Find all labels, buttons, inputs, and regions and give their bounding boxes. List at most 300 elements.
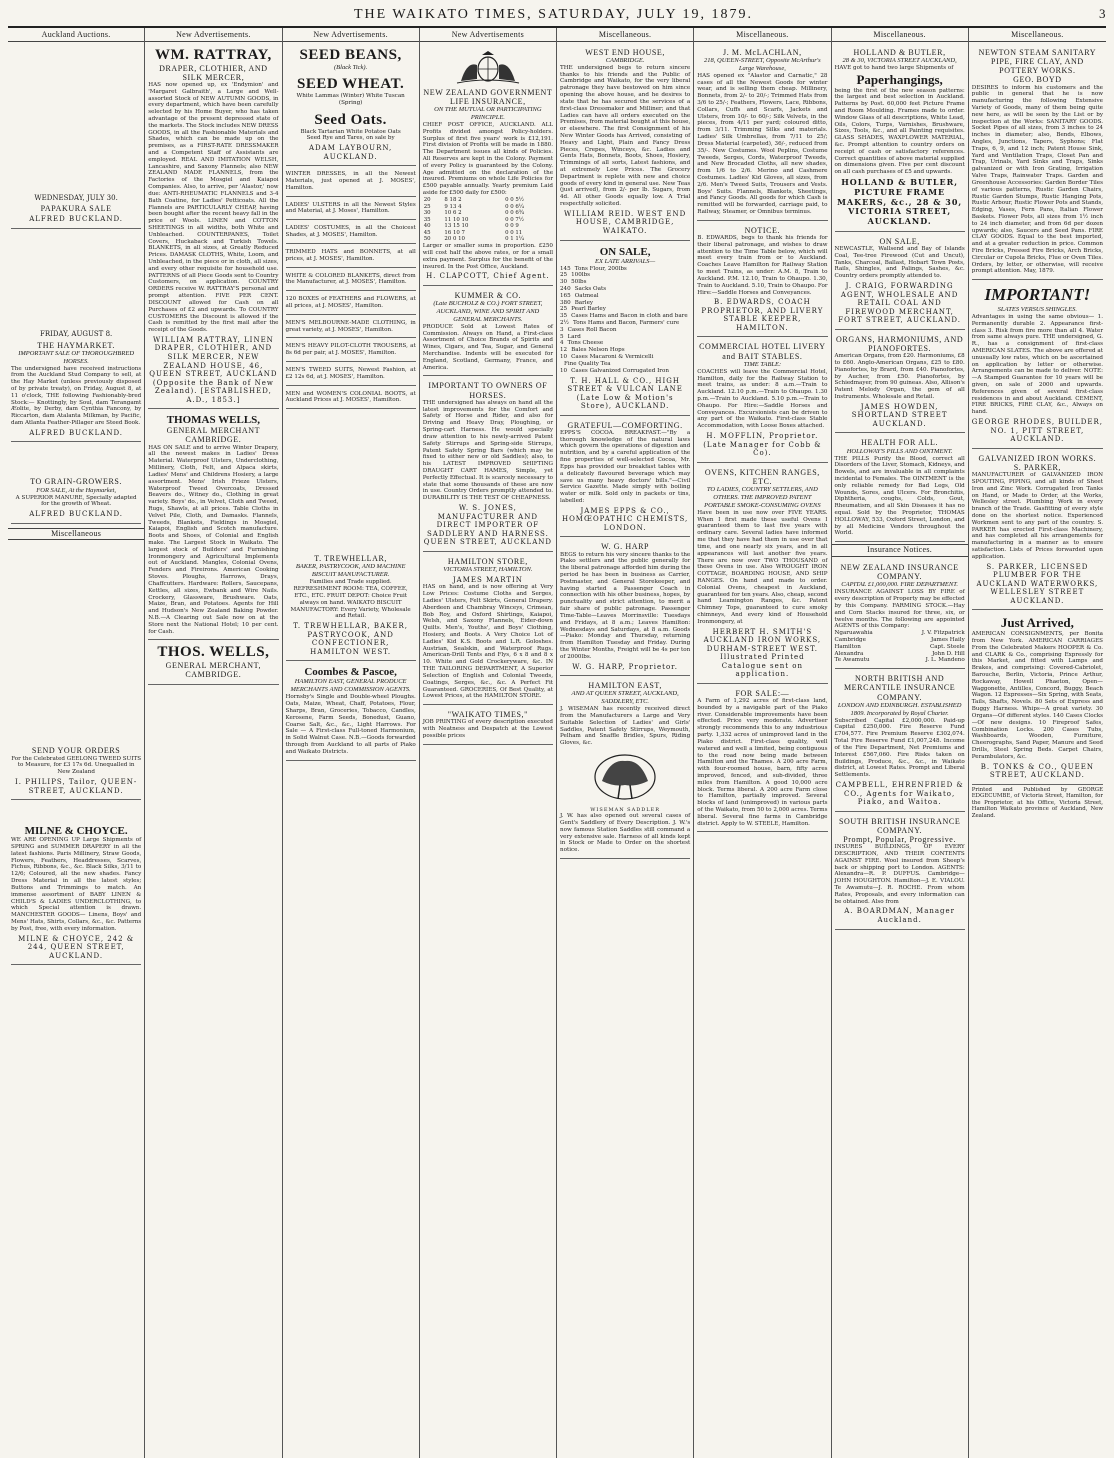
ad-epps-cocoa (560, 418, 690, 538)
column-7 (832, 28, 969, 1458)
ad-body: BEGS to return his very sincere thanks to the Piako settlers and the public generally for the liberal patronage afforded him during the period he has been in business as Carrier, Postmaster, and General Storekeeper, and having started a Passenger Coach in connection with his other business, hopes, by punctuality and strict attention, to merit a fair share of public patronage. Passenger Time-Table—Leaves Morrinsville: Tuesdays and Fridays, at 8 a.m.; Leaves Hamilton: Wednesdays and Saturdays, at 8 a.m. Goods—Piako: Monday and Thursday, returning from Hamilton Tuesday and Friday. During the Winter Months, Freight will be 4s per ton of 2000lbs. (560, 551, 691, 660)
ad-body: CHIEF POST OFFICE, AUCKLAND. ALL Profits divided amongst Policy-holders. Surplus of first five years' work is £12,191. First division of Profits will be made in 1880. The Department issues all kinds of Policies. All Reserves are kept in the Colony. Payment of every Policy is guaranteed by the Colony. Age admitted on the declaration of the insured. Premiums on whole Life Policies for £500 payable annually. Yearly premium Laid aside for £500 daily for £500: (422, 121, 553, 197)
ad-signature: HOLLAND & BUTLER, PICTURE FRAME MAKERS, &c., 28 & 30, VICTORIA STREET, AUCKLAND. (837, 177, 963, 227)
premium-cell: 25 (423, 203, 431, 210)
item-desc: Cases Macaroni & Vermicelli (571, 354, 654, 361)
column-header: New Advertisements (420, 30, 556, 42)
ad-signature: CAMPBELL, EHRENFRIED & CO., Agents for Waikato, Piako, and Waitoa. (835, 780, 964, 807)
premium-table (423, 197, 553, 243)
list-item (560, 272, 690, 279)
item-qty: 2½ (560, 320, 569, 327)
ad-body: J. WISEMAN has recently received direct from the Manufacturers a Large and Very Suitable Selection of Ladies' and Girls' Saddles, Patent Safety Stirrups, Weymouth, Pelham and Snaffle Bridles, Spurs, Riding Gloves, &c. (560, 706, 691, 747)
list-item (560, 361, 690, 368)
ad-subtitle: TIME TABLE: (743, 360, 782, 368)
list-item (560, 354, 690, 361)
ad-subtitle: HAMILTON EAST, GENERAL PRODUCE MERCHANTS AND COMMISSION AGENTS. (290, 678, 411, 694)
ad-body: LADIES' COSTUMES, in all the Choicest Shades, at J. MOSES', Hamilton. (285, 225, 416, 239)
list-item (560, 327, 690, 334)
column-header: Miscellaneous. (832, 30, 968, 42)
item-desc: Pearl Barley (571, 306, 606, 313)
ad-moses-9 (286, 364, 416, 386)
ad-signature: ALFRED BUCKLAND. (29, 510, 124, 519)
ad-holloway (835, 435, 965, 542)
ad-body: LADIES' ULSTERS in all the Newest Styles and Material, at J. Moses', Hamilton. (285, 201, 416, 215)
list-item (560, 320, 690, 327)
ad-subtitle: LONDON AND EDINBURGH. ESTABLISHED 1809. Incorporated by Royal Charter. (837, 701, 962, 717)
ad-haymarket (11, 321, 141, 442)
agent-row (835, 637, 965, 644)
ad-subtitle: VICTORIA STREET, HAMILTON. (443, 565, 533, 573)
ad-body: INSURANCE AGAINST LOSS BY FIRE of every description of Property may be effected by this Company. FARMING STOCK.—Hay and Corn Stacks insured for three, six, or twelve months. The following are appointed AGENTS of this Company: (834, 589, 965, 630)
premium-cell: 45 (423, 229, 431, 236)
ad-title: HOLLAND & BUTLER, (853, 47, 946, 57)
agent-town: Alexandra (834, 650, 864, 657)
ad-title: T. TREWHELLAR, (314, 554, 387, 564)
ad-body-2: being the first of the new season patterns: the largest and best selection in Auckland. Patterns by Post. 60,000 feet Picture Frame and Room Moulding. Frames made to order. Window Glass of all descriptions, White Lead, Oils, Colors, Turps, Varnishes, Brushware, Sizes, Tools, &c., and all Painting requisites. GLASS SHADES, WAXFLOWER MATERIAL, &c. Prompt attention to country orders on receipt of cash or satisfactory references. Correct quantities of above material supplied on dimensions given. Five per cent discount on all cash purchases of £5 and upwards. (834, 87, 965, 176)
item-desc: 100lbs (571, 272, 591, 279)
item-desc: Barley (574, 299, 594, 306)
ad-body: Advantages in using the same obvious— 1. Permanently durable 2. Appearance first-class 3. Risk from fire more than all 4. Water from same always pure. THE undersigned, G. R., has a consignment of first-class AMERICAN SLATES. The above are offered at unusually low rates, which on be ascertained on application by letter or otherwise. Arrangements can be made to deliver. NOTE:—A Stamped Guarantee for 10 years will be given, on sale of 2000 and upwards. References given of several first-class residences in and about Auckland. CEMENT, FIRE BRICKS, FIRE CLAY, &c., Always on hand. (971, 313, 1103, 416)
ad-body: HAS now opened up, ex 'Endymion' and 'Margaret Galbraith', a Large and Well-assorted Stock of NEW AUTUMN GOODS, in every department, which have been carefully selected by his Home Buyer, who has taken advantage of the present depressed state of the markets. The Stock includes NEW DRESS GOODS, in all the Fashionable Materials and Shades, which can be made up on the premises, as a FIRST-RATE DRESSMAKER and a Competent Staff of Assistants are employed. REAL AND IMITATION WELSH, Lancashire, and Saxony Flannels; also NEW ZEALAND MADE FLANNELS, from the Factories of the Mosgiel and Kaiapoi Companies. Also, to arrive, per 'Alastor,' now due: ANTI-RHEUMATIC FLANNELS and 3-4 Bath Coatine, for Ladies' Petticoats. All the Flannels are PARTICULARLY CHEAP, having been bought after the recent heavy fall in the price of Wools. LINEN and COTTON SHEETINGS in all widths, both White and Unbleached. COUNTERPANES, Toilet Covers, Huckaback and Turkish Towels. BLANKETS, in all sizes, at Greatly Reduced Prices. DAMASK CLOTHS, White, Loom, and Unbleached, in the piece or in cloth, all sizes, and every other requisite for household use. PATTERNS of all Piece Goods sent to Country Customers, on application. COUNTRY ORDERS receive W. RATTRAY'S personal and prompt attention. FIVE PER CENT. DISCOUNT allowed for Cash on all Purchases of £2 and upwards. To COUNTRY CUSTOMERS the Discount is allowed if the Cash is remitted by the first mail after the receipt of the Goods. (148, 81, 279, 334)
ad-signature: B. TONKS & CO., QUEEN STREET, AUCKLAND. (980, 762, 1094, 780)
ad-milne-choyce (11, 822, 141, 965)
premium-cell: 13 15 10 (444, 223, 469, 230)
printer-imprint: Printed and Published by GEORGE EDGECUMBE, of Victoria Street, Hamilton, for the Proprietor, at his Office, Victoria Street, Hamilton Waikato province of Auckland, New Zealand. (971, 786, 1103, 820)
list-item (560, 286, 690, 293)
item-qty: 25 (560, 272, 568, 279)
premium-row (423, 204, 553, 211)
ad-subtitle: 28 & 30, VICTORIA STREET AUCKLAND, (842, 56, 957, 64)
ad-title: TO GRAIN-GROWERS. (30, 477, 123, 487)
ad-craig (835, 234, 965, 330)
list-item (560, 313, 690, 320)
ad-slates (972, 282, 1103, 448)
ad-signature: H. CLAPCOTT, Chief Agent. (426, 272, 550, 281)
item-desc: Cases Hams and Bacon in cloth and bare (571, 313, 688, 320)
ad-title: IMPORTANT TO OWNERS OF HORSES. (428, 381, 548, 400)
list-item (560, 368, 690, 375)
ad-title: SEND YOUR ORDERS (31, 746, 121, 756)
ad-title: KUMMER & CO. (454, 290, 522, 300)
ad-subtitle: (Late BUCHOLZ & CO.) FORT STREET, AUCKLAND, WINE AND SPIRIT AND GENERAL MERCHANTS. (433, 300, 543, 323)
premium-cell: 30 (423, 210, 431, 217)
ad-subtitle: HOLLOWAY'S PILLS AND OINTMENT. (846, 447, 953, 455)
ad-moses-5 (286, 270, 416, 292)
premium-row (423, 230, 553, 237)
ad-nz-insurance (835, 560, 965, 669)
ad-body: 120 BOXES of FEATHERS and FLOWERS, at all prices, at J. MOSES', Hamilton. (285, 296, 416, 309)
column-header: Miscellaneous. (694, 30, 830, 42)
ad-body: Have been in use now over FIVE YEARS. When I first made these useful Ovens I guaranteed them to last five years with ordinary care. Several ladies have informed me that they have had them in use over that time, and one nearly six years, and in all appearances will last another five years. There are now over TWO THOUSAND of these Ovens in use. Also WROUGHT IRON COTTAGE, BOARDING HOUSE, AND SHIP RANGES. On hand and made to order. Colonial Ovens, cheapest in Auckland, guaranteed for ten years. Also, cheap, second hand Leamington Ranges, &c. Patent Chimney Tops, guaranteed to cure smoky chimneys, And every kind of Household Ironmongery, at (697, 509, 828, 625)
agents-list (835, 630, 965, 664)
saddle-label: WISEMAN SADDLER (590, 807, 660, 813)
ad-waikato-times (423, 707, 553, 745)
premium-cell: 0 1 1¼ (505, 236, 525, 243)
ad-signature: W. G. HARP, Proprietor. (572, 662, 678, 671)
masthead-title: THE WAIKATO TIMES, SATURDAY, JULY 19, 1879. (353, 7, 754, 22)
ad-title: THOS. WELLS, (157, 644, 270, 661)
ad-title: HAMILTON EAST, (588, 681, 662, 691)
ad-body-2: Larger or smaller sums in proportion. £250 will cost half the above rates, or for a small extra payment. Surplus for the benefit of the insured. In the Post Office, Auckland. (422, 243, 553, 270)
section-header: Insurance Notices. (832, 544, 968, 557)
ad-subtitle: TO LADIES, COUNTRY SETTLERS, AND OTHERS. THE IMPROVED PATENT PORTABLE SMOKE-CONSUMING OVENS (704, 486, 821, 509)
ad-title: FOR SALE:— (735, 688, 790, 698)
ad-subtitle: DRAPER, CLOTHIER, AND SILK MERCER, (159, 63, 268, 82)
ad-title: W. G. HARP (601, 542, 650, 552)
premium-row (423, 217, 553, 224)
item-qty: 3 (560, 326, 564, 333)
ad-title: WEST END HOUSE, (585, 47, 665, 57)
ad-signature: GEORGE RHODES, BUILDER, NO. 1, PITT STREET, AUCKLAND. (971, 418, 1103, 444)
ad-date: WEDNESDAY, JULY 30. (34, 193, 118, 202)
ad-title: ON SALE, (879, 236, 920, 246)
agent-name: J. V. Fitzpatrick (921, 630, 965, 637)
ad-body: MEN'S MELBOURNE-MADE CLOTHING, in great variety, at J. MOSES', Hamilton. (285, 319, 416, 333)
item-qty: 12 (560, 347, 568, 354)
item-qty: 4 (560, 340, 564, 347)
premium-cell: 9 13 4 (444, 203, 462, 210)
ad-body: JOB PRINTING of every description executed with Neatness and Despatch at the Lowest possible prices (422, 719, 553, 739)
ad-body: NEWCASTLE, Wallsend and Bay of Islands Coal, Tee-tree Firewood (Cut and Uncut), Tanks, Charcoal, Ballast, Hobart Town Posts, Rails, Shingles, and Palings, Sashes, &c. Country orders promptly attended to. (834, 246, 965, 280)
ad-title: OVENS, KITCHEN RANGES, ETC. (704, 467, 820, 486)
ad-signature: JAMES MARTIN (452, 575, 523, 584)
ad-subtitle: EX LATE ARRIVALS— (595, 257, 656, 265)
item-desc: Tons Cheese (567, 340, 604, 347)
ad-signature: H. MOFFLIN, Proprietor. (Late Manager for Cobb & Co). (703, 432, 822, 458)
premium-cell: 0 0 6¾ (505, 210, 525, 217)
ad-body: THE undersigned has always on hand all the latest improvements for the Comfort and Safety of Horse and Rider, and also for Driving and Heavy Dray, Ploughing, or Spring-cart Harness. He would specially draw attention to his newly-arrived Patent Safety Stirrups and Spring-side Stirrups, Patent Safety Spring Bars (which may be fixed to either new or old Saddles); also, to his LATEST IMPROVED SHIFTING DRAUGHT CART HAMES, Simple, yet Perfectly Effectual. It is scarcely necessary to state that some thousands of these are now in use. Country Orders promptly attended to. DURABILITY IS THE TEST OF CHEAPNESS. (422, 399, 553, 502)
ad-subtitle: FOR SALE, At the Haymarket, (36, 486, 116, 494)
ad-body: THE PILLS Purify the Blood, correct all Disorders of the Liver, Stomach, Kidneys, and Bowels, and are invaluable in all complaints incidental to Females. The OINTMENT is the only reliable remedy for Bad Legs, Old Wounds, Sores, and Ulcers. For Bronchitis, Diphtheria, coughs, Colds, Gout, Rheumatism, and all Skin Diseases it has no equal. Sold by the Proprietor, THOMAS HOLLOWAY, 533, Oxford Street, London, and by all Medicine Vendors throughout the World. (834, 455, 965, 537)
ad-title: ORGANS, HARMONIUMS, AND PIANOFORTES. (836, 334, 964, 353)
ad-signature: ALFRED BUCKLAND. (29, 215, 124, 224)
item-qty: 145 (560, 265, 571, 272)
premium-cell: 35 (423, 216, 431, 223)
ad-body: AMERICAN CONSIGNMENTS, per Bonita from New York. AMERICAN CARRIAGES From the Celebrated Makers HOOPER & Co. and CLARK & Co., comprising Expressly for this Market, and fitted with Lamps and Brakes, and comprising: Covered-Cabriolet, Barouche, Berlin, Victoria, Prince Arthur, Rockaway, Howell Phaeton, Open—Waggonette, Antilles, Concord, Buggy, Beach Wagon. 12 Expresses—Six Spring, with Seats, Tails, Shafts, Novels. 80 Sets of Express and Buggy Harness. Whips—A great variety. 30 Organs—Of different styles. 140 Cases Clocks—Of new designs. 10 Fireproof Safes, Combination Locks. 200 Cases Tubs, Washboards, Wooden, Furniture, Cheerographs, Sand Paper, Manure and Seed Drills, Steel Spring Beds. Carpet Chairs, Perambulators, &c. (971, 631, 1103, 760)
saddle-icon (560, 751, 690, 803)
premium-row (423, 210, 553, 217)
agent-town: Te Awamutu (834, 657, 870, 664)
premium-cell: 8 18 2 (444, 196, 462, 203)
list-item (560, 279, 690, 286)
ad-subtitle: 218, QUEEN-STREET, Opposite McArthur's Large Warehouse, (704, 56, 821, 72)
ad-subtitle: CAMBRIDGE. (605, 56, 645, 64)
agent-row (835, 630, 965, 637)
ad-title: NOTICE. (744, 225, 781, 235)
item-qty: 10 (560, 354, 568, 361)
ad-subtitle: SLATES VERSUS SHINGLES. (997, 305, 1078, 313)
ad-title: WM. RATTRAY, (155, 46, 272, 63)
ad-trewhellar (286, 551, 416, 661)
ad-title: HAMILTON STORE, (447, 556, 528, 566)
ad-signature: WILLIAM REID. WEST END HOUSE, CAMBRIDGE, WAIKATO. (563, 209, 687, 235)
ad-nz-gov-insurance (423, 45, 553, 286)
ad-title: MILNE & CHOYCE. (24, 825, 128, 838)
ad-title: IMPORTANT! (984, 285, 1091, 305)
ad-title: THOMAS WELLS, (166, 414, 261, 427)
ad-body: INSURES BUILDINGS, OF EVERY DESCRIPTION, AND THEIR CONTENTS AGAINST FIRE. Wool insured from Sheep's back or shipping port to London. AGENTS: Alexandra—R. P. DUFFUS. Cambridge—JOHN HOUGHTON. Hamilton—J. E. VIALOU. Te Awamutu—J. R. ROCHE. From whom Rates, Proposals, and every information can be obtained. Also from (834, 844, 965, 905)
ad-body: HAVE got to hand two large Shipments of (834, 64, 954, 71)
ad-body: American Organs, from £20. Harmoniums, £8 to £60. Anglo-American Organs, £25 to £80. Pianofortes, by Brard, from £40. Pianofortes, by Aucher, from £50. Pianofortes, by Schiedmayer, from 90 guineas. Also, Allison's Patent Melody Organ, the gem of all Instruments. Wholesale and Retail. (834, 353, 965, 400)
agent-name: John D. Hill (932, 650, 965, 657)
item-desc: Tons Hams and Bacon, Farmers' cure (572, 320, 680, 327)
ad-kummer (423, 288, 553, 377)
ad-body: A SUPERIOR MANURE, Specially adapted for the growth of Wheat. (15, 494, 137, 508)
ad-signature: B. EDWARDS, COACH PROPRIETOR, AND LIVERY STABLE KEEPER, HAMILTON. (701, 298, 824, 332)
ad-subtitle: AND AT QUEEN STREET, AUCKLAND, SADDLERY, ETC. (571, 690, 679, 706)
column-header: Auckland Auctions. (8, 30, 144, 42)
stock-list (560, 266, 690, 375)
item-desc: Fine Quality Tea (564, 360, 611, 367)
premium-cell: 0 0 5½ (505, 196, 525, 203)
ad-title: COMMERCIAL HOTEL LIVERY and BAIT STABLES. (699, 342, 826, 361)
ad-wiseman-saddlery (560, 678, 690, 859)
item-desc: Sacks Oats (574, 285, 607, 292)
ad-moses-7 (286, 317, 416, 339)
item-desc: Cases Galvanized Corrugated Iron (571, 367, 669, 374)
premium-cell: 0 0 6¼ (505, 203, 525, 210)
ad-signature: JAMES HOWDEN, SHORTLAND STREET AUCKLAND. (851, 402, 948, 428)
ad-title: "WAIKATO TIMES," (447, 710, 529, 720)
premium-cell: 11 10 10 (444, 216, 469, 223)
ad-south-british (835, 814, 965, 930)
premium-cell: 50 (423, 236, 431, 243)
premium-row (423, 197, 553, 204)
item-qty: 10 (560, 367, 568, 374)
ad-date: FRIDAY, AUGUST 8. (39, 330, 113, 338)
ad-signature: I. PHILIPS, Tailor, QUEEN-STREET, AUCKLAND. (14, 778, 138, 795)
ad-subtitle: CAPITAL £1,000,000. FIRE DEPARTMENT. (841, 581, 958, 589)
premium-cell: 20 0 10 (444, 236, 465, 243)
ad-subtitle: GENERAL MERCHANT CAMBRIDGE. (166, 426, 261, 445)
ad-title: HEALTH FOR ALL. (861, 438, 939, 448)
ad-body: Subscribed Capital £2,000,000. Paid-up Capital £250,000. Fire Reserve Fund £704,577. Fire Premium Reserve £302,074. Total Fire Reserve Fund £1,007,248. Income of the Fire Department, Net Premiums and Interest £567,060. Fire Risks taken on Buildings, Produce, &c., &c., in Waikato district, at Lowest Rates. Prompt and Liberal Settlements. (834, 717, 965, 779)
ad-title: THE HAYMARKET. (37, 340, 115, 350)
ad-moses-6 (286, 293, 416, 315)
ad-thomas-wells (148, 411, 278, 640)
item-desc: 50lbs (571, 279, 587, 286)
ad-body: For the Celebrated GEELONG TWEED SUITS to Measure, for £3 17s 6d. Unequalled in New Zealand (11, 755, 142, 776)
ad-signature: T. TREWHELLAR, BAKER, PASTRYCOOK, AND CONFECTIONER, HAMILTON WEST. (293, 622, 408, 656)
masthead (8, 6, 1106, 28)
ad-body: WE ARE OPENING UP Large Shipments of SPRING and SUMMER DRAPERY in all the latest fashions. Paris Millinery, Straw Goods, Flowers, Feathers, Headdresses, Scarves, Fichus, Ribbons, &c., &c. Black Silks, 3/11 to 12/6; Coloured, all the new shades. Fancy Dress Material in all the latest styles; Buttons and Trimmings to match. An immense assortment of BABY LINEN & CHILD'S & LADIES UNDERCLOTHING, to which Special attention is drawn. MANCHESTER GOODS— Linens, Boys' and Mens' Hats, Shirts, Collars, &c., &c. Patterns by Post, free, with every information. (11, 837, 142, 932)
ad-body: B. EDWARDS, begs to thank his friends for their liberal patronage, and wishes to draw attention to the Time Table below, which will meet every train from or to Auckland. Coaches Leave Hamilton for Railway Station to meet Trains, as under: A.M. 8, Train to Auckland. P.M. 12.10, Train to Ohaupo. 1.30, Train to Auckland. 5.10, Train to Ohaupo. For Hire:—Saddle Horses and Conveyances. (697, 235, 828, 296)
ad-body: MANUFACTURER of GALVANIZED IRON SPOUTING, PIPING, and all kinds of Sheet Iron and Zinc Work. Corrugated Iron Tanks on Hand, or Made to Order, at the Works, Wellesley street. Plumbing Work in every branch of the Trade. Gasfitting of every style done on the shortest notice. Experienced Workmen sent to any part of the country. S. PARKER has erected First-class Machinery, and has completed all his arrangements for manufacturing in a manner as to ensure satisfaction. Lists of Prices forwarded upon application. (971, 472, 1103, 560)
ad-signature: MILNE & CHOYCE, 242 & 244, QUEEN STREET, AUCKLAND. (18, 934, 135, 960)
item-desc: Oatmeal (574, 292, 599, 299)
ad-signature: WILLIAM RATTRAY, LINEN DRAPER, CLOTHIER, AND SILK MERCER, NEW ZEALAND HOUSE, 46, QUEEN STREET, AUCKLAND (Opposite the Bank of New Zealand). [ESTABLISHED, A.D., 1853.] (149, 335, 278, 404)
ad-edwards-notice (697, 223, 827, 338)
ad-grain-growers (11, 474, 141, 523)
ad-subtitle: IMPORTANT SALE OF THOROUGHBRED HORSES. (18, 349, 135, 365)
item-qty: 25 (560, 306, 568, 313)
ad-body: MEN and WOMEN'S COLONIAL BOOTS, at Auckland Prices at J. MOSES', Hamilton. (285, 390, 416, 404)
ad-title-3: Seed Oats. (314, 111, 387, 128)
item-qty: 5 (560, 333, 564, 340)
column-6 (694, 28, 831, 1458)
ad-body: EPPS'S COCOA. BREAKFAST.—"By a thorough knowledge of the natural laws which govern the operations of digestion and nutrition, and by a careful application of the fine properties of well-selected Cocoa, Mr. Epps has provided our breakfast tables with a delicately flavoured beverage which may save us many heavy doctors' bills."—Civil Service Gazette. Made simply with boiling water or milk. Sold only in packets or tins, labelled: (560, 429, 691, 504)
ad-title: SOUTH BRITISH INSURANCE COMPANY. (838, 816, 961, 835)
ad-body: HAS on hand, and is now offering at Very Low Prices: Costume Cloths and Serges, Ladies' Ulsters, Felt Skirts, General Drapery. Aberdeen and Chambray Winceys, Crimean, Bob Roy, and Oxford Shirtings, Kaiapoi, Welsh, and Saxony Flannels, Eider-down Quilts. Men's, Youths', and Boys' Clothing, Hosiery, and Boots. A Very Choice Lot of Ladies' Kid K.S. Boots and L.R. Goloshes. Austrian, Sealskin, and Waterproof Rugs. American-Drill Tents and Flys, 6 x 8 and 8 x 10. White and Gold Crockeryware, &c. IN THE TAILORING DEPARTMENT, A Superior Selection of English and Colonial Tweeds, Coatings, Serges, &c., &c. A Perfect Fit Guaranteed. GROCERIES, Of Best Quality, at Lowest Prices, at the HAMILTON STORE. (422, 584, 553, 700)
ad-body: HAS opened ex "Alastor and Carnatic," 28 cases of all the Newest Goods for winter wear, and is selling them cheap. Millinery, Bonnets, from 2/- to 20/-; Trimmed Hats from 3/6 to 25/-; Feathers, Flowers, Lace, Ribbons, Collars, Cuffs and Scarfs, Jackets and Ulsters, from 10/- to 60/-; Silk Velvets, in the pieces, from 4/11 per yard; coloured ditto, from 3/11. Trimming Silks and materials. Ladies' Silk Umbrellas, from 7/11 to 25/; Dress Material (carpeted), 36/-, reduced from 35/-. New Costumes. Wool Peplins, Costume Tweeds, Serges, Cords, Waterproof Tweeds, and New Brocaded Cloths, all new shades, from 1/6 to 2/6. Merino and Cashmere Costumes. Ladies' Kid Gloves, all sizes, from 2/6. Men's Tweed Suits, Trousers and Vests. Boys' Suits. Flannels, Blankets, Sheetings, and Fancy Goods. All goods for which Cash is remitted will be forwarded, carriage paid, to Railway, Steamer, or Omnibus terminus. (697, 72, 828, 216)
ad-howden-organs (835, 332, 965, 434)
ad-seeds (286, 45, 416, 166)
ad-title: NEW ZEALAND INSURANCE COMPANY. (840, 563, 959, 582)
ad-body-3: Seed Rye and Tares, on sale by (306, 135, 395, 142)
ad-subtitle: ON THE MUTUAL OR PARTICIPATING PRINCIPLE. (434, 106, 542, 122)
list-item (560, 340, 690, 347)
ad-papakura-sale (11, 185, 141, 229)
premium-cell: 40 (423, 223, 431, 230)
item-desc: Cases Roll Bacon (567, 326, 617, 333)
ad-ovens (697, 465, 827, 684)
ad-title: NEW ZEALAND GOVERNMENT LIFE INSURANCE, (423, 87, 553, 106)
ad-title: NEWTON STEAM SANITARY PIPE, FIRE CLAY, AND POTTERY WORKS. (978, 47, 1097, 76)
ad-body-2: J. W. has also opened out several cases of Gent's Saddlery of Every Description. J. W.'s now famous Station Saddles still command a very extensive sale. Harness of all kinds kept in Stock or Made to Order on the shortest notice. (560, 813, 691, 854)
premium-cell: 0 0 9 (505, 223, 519, 230)
ad-title: ON SALE, (599, 245, 651, 258)
ad-title: GALVANIZED IRON WORKS. (978, 453, 1097, 463)
ad-north-british (835, 671, 965, 811)
coat-of-arms-icon (423, 51, 553, 85)
premium-cell: 20 (423, 196, 431, 203)
ad-moses-3 (286, 222, 416, 244)
ad-body: COACHES will leave the Commercial Hotel, Hamilton, daily for the Railway Station to meet trains, as under: 8 a.m.—Train to Auckland. 12.10 p.m.—Train to Ohaupo. 1.30 p.m.—Train to Auckland. 5.10 p.m.—Train to Ohaupo. For Hire:—Saddle Horses and Conveyances. Excursionists can be driven to any part of the Waikato. First-class Stable Accommodation, with Loose Boxes attached. (697, 368, 828, 430)
column-4 (420, 28, 557, 1458)
item-qty: 165 (560, 292, 571, 299)
column-5 (557, 28, 694, 1458)
ad-body: White Lammas (Winter) White Tuscan (Spring) (296, 93, 405, 106)
ad-moses-8 (286, 340, 416, 362)
premium-row (423, 236, 553, 243)
column-1 (8, 28, 145, 1458)
item-qty: 240 (560, 285, 571, 292)
list-item (560, 334, 690, 341)
premium-cell: 10 6 2 (444, 210, 462, 217)
page-number: 3 (1098, 6, 1106, 21)
ad-signature: S. PARKER, LICENSED PLUMBER FOR THE AUCKLAND WATERWORKS, WELLESLEY STREET AUCKLAND. (976, 562, 1099, 605)
ad-signature: ALFRED BUCKLAND. (29, 428, 124, 437)
ad-subtitle: GENERAL MERCHANT, CAMBRIDGE. (165, 661, 262, 680)
item-qty: 380 (560, 299, 571, 306)
ad-subtitle: GEO. BOYD (1013, 75, 1062, 85)
ad-body: The undersigned have received instructions from the Auckland Stud Company to sell, at the Hay Market (unless previously disposed of by private treaty), on Friday, August 8, at 11 o'clock, THE following Fashionably-bred Stock:— Knottingly, by Soul, dam Terangamt Æolite, by Derby, dam Cynthia Fancony, by Riccarton, dam Atalanta Milkman, by Pacific, dam Atlanta Feather-Pillager are Steed Book. (11, 365, 142, 427)
ad-title: Just Arrived, (1000, 615, 1074, 631)
premium-cell: 0 0 7½ (505, 216, 525, 223)
ad-title: GRATEFUL—COMFORTING. (567, 420, 683, 430)
premium-cell: 16 10 7 (444, 229, 465, 236)
ad-body: THE undersigned begs to return sincere thanks to his friends and the Public of Cambridge and Waikato, for the very liberal patronage they have bestowed on him since opening the above house, and he desires to state that he has secured the services of a first-class Dressmaker and Milliner; and that Ladies can have all orders executed on the Premises, from material bought at this house, or elsewhere. The first Consignment of his New Winter Goods has Arrived, consisting of Heavy and Light, Plain and Fancy Dress Pieces, Crepes, Winceys, &c. Ladies and Gents Hats, Bonnets, Boots, Shoes, Hosiery, Trimmings of all sorts, Latest fashions, and at extremely Low Prices. The Grocery Department is replete with new and choice goods of every kind in general use. New Teas (just arrived), from 2/- per lb. Sugars, from 4d. All other Goods equally low. A Trial respectfully solicited. (560, 64, 691, 208)
ad-on-sale-hall (560, 243, 690, 416)
ad-moses-4 (286, 246, 416, 268)
list-item (560, 347, 690, 354)
ad-body: PRODUCE Sold at Lowest Rates of Commission. Always on Hand, a First-class Assortment of Choice Brands of Spirits and Wines, Cigars, and Tea, Sugar, and General Merchandise. Indents will be executed for England, Scotland, Germany, France, and America. (422, 323, 553, 371)
ad-wm-rattray (148, 45, 278, 409)
ad-signature: JAMES EPPS & CO., HOMŒOPATHIC CHEMISTS, LONDON. (561, 506, 689, 532)
column-header: New Advertisements. (145, 30, 281, 42)
ad-hamilton-store (423, 554, 553, 705)
premium-cell: 0 0 11 (505, 229, 523, 236)
ad-moses-10 (286, 388, 416, 410)
agent-name: James Haily (930, 637, 965, 643)
item-qty: 30 (560, 279, 568, 286)
column-3 (283, 28, 420, 1458)
ad-body: MEN'S TWEED SUITS, Newest Fashion, at £2 12s 6d, at J. MOSES', Hamilton. (285, 367, 416, 380)
column-header: New Advertisements. (283, 30, 419, 42)
agent-town: Hamilton (834, 643, 861, 650)
item-desc: Lard (567, 333, 581, 340)
ad-newton-pipe-works (972, 45, 1103, 281)
agent-town: Ngaruawahia (834, 630, 873, 637)
item-desc: Bales Nelson Hops (571, 347, 625, 354)
ad-body-2: Black Tartarian White Potatoe Oats (300, 128, 401, 135)
ad-body: A Farm of 1,292 acres of first-class land, bounded by a navigable part of the Piako river. Considerable improvements have been effected. Price very moderate. Advertiser strongly recommends this to any industrious party. 1,332 acres of unimproved land in the Piako district. First-class quality, well watered and well a limited, being contiguous to the road now being made between Hamilton and the Thames. A 200 acre Farm, with four-roomed house, barn, fifty acres improved, fenced, and sub-divided, three miles from Hamilton. A good 10,000 acre block. Terms liberal. A 200 acre Farm close to Hamilton, partially improved. Several blocks of land (unimproved) in various parts of the Waikato, from 50 to 2,000 acres. Terms liberal. Several fine farms in Cambridge district. Apply to W. STEELE, Hamilton. (697, 698, 828, 827)
ad-title: Coombes & Pascoe, (304, 666, 397, 679)
ad-subtitle: (Black Tick). (334, 63, 368, 71)
ad-signature: W. S. JONES, MANUFACTURER AND DIRECT IMPORTER OF SADDLERY AND HARNESS. QUEEN STREET, AUCKLAND (423, 504, 552, 547)
ad-signature: ADAM LAYBOURN, AUCKLAND. (309, 144, 393, 161)
ad-galvanized-iron (972, 451, 1103, 611)
ad-signature: A. BOARDMAN, Manager Auckland. (844, 907, 956, 924)
list-item (560, 300, 690, 307)
ad-subtitle: BAKER, PASTRYCOOK, AND MACHINE BISCUIT MANUFACTURER. (295, 563, 406, 579)
ad-coombes-pascoe (286, 663, 416, 760)
ad-subtitle: Prompt, Popular, Progressive. (843, 834, 957, 844)
section-header: Miscellaneous (8, 528, 144, 541)
agent-row (835, 644, 965, 651)
ad-commercial-hotel (697, 339, 827, 462)
ad-horse-owners (423, 378, 553, 551)
item-desc: Tons Flour, 200lbs (574, 265, 627, 272)
ad-moses-1 (286, 168, 416, 196)
premium-row (423, 223, 553, 230)
list-item (560, 293, 690, 300)
ad-just-arrived (972, 612, 1103, 784)
ad-body: MEN'S HEAVY PILOT-CLOTH TROUSERS, at 8s 6d per pair, at J. MOSES', Hamilton. (285, 343, 416, 357)
ad-body: WHITE & COLORED BLANKETS, direct from the Manufacturer, at J. MOSES', Hamilton. (285, 272, 416, 286)
column-2 (145, 28, 282, 1458)
agent-name: J. L. Mandeno (925, 657, 965, 664)
ad-holland-butler (835, 45, 965, 232)
ad-signature: HERBERT H. SMITH'S AUCKLAND IRON WORKS, DURHAM-STREET WEST. Illustrated Printed Catalogue sent on application. (703, 627, 822, 679)
ad-title-2: Paperhangings, (856, 71, 943, 87)
ad-title: PAPAKURA SALE (40, 204, 112, 214)
item-qty: 35 (560, 313, 568, 320)
ad-signature: J. CRAIG, FORWARDING AGENT, WHOLESALE AND RETAIL COAL AND FIREWOOD MERCHANT, FORT STREET, AUCKLAND. (838, 282, 961, 325)
ad-title-2: SEED WHEAT. (297, 76, 405, 93)
column-8 (969, 28, 1106, 1458)
ad-farm-for-sale (697, 686, 827, 833)
ad-mclachlan (697, 45, 827, 221)
ad-body: HAS ON SALE and to arrive Winter Drapery, all the newest makes in Ladies' Dress Material. Waterproof Ulsters, Underclothing, Millinery, Cloth, Felt, and Alpaca skirts, Ladies' Mens' and Childrens Hosiery, a large assortment. Mens' Irish Frieze Ulsters, Waterproof Tweed Overcoats, Dressed Beavers do., Witney do., Clothing in great variety. Boys' do., in Velvet, Cloth and Tweed, Rugs, Shawls, at all prices. Table Cloths in Velvet Pile, Cloth, and Damasks. Flannels, Tweeds, Blankets, Fieldings in Mosgiel, Kaiapoi, English and Scotch manufacture. Boots and Shoes, of Colonial and English make. The Largest Stock in Waikato. The largest stock of Builders' and Furnishing Ironmongery and Agricultural Implements out of Auckland. Mangles, Colonial Ovens, Fenders and Fireirons. American Cooking Stoves. Ploughs, Harrows, Drays, Chaffcutters. Hardware: Rollers, Saucepans, Kettles, all sizes, Ewbank and Wire Nails. Crockery, Glassware, Brushware. Oats, Maize, Bran, and Potatoes. Agents for Hill and Hudson's New Zealand Baking Powder. N.B.—A Clearing out Sale now on at the Store next the National Hotel; 10 per cent. for Cash. (148, 444, 279, 635)
ad-body: DESIRES to inform his customers and the public in general that he is now manufacturing the following Extensive Variety of Goods, many of them being quite new here, as will be seen by the List or by inspection at the Works: SANITARY GOODS. Socket Pipes of all sizes, from 3 inches to 24 inches in diameter; also, Bends, Elbows, Angles, Junctions, Tapers, Syphons; Flat Traps, 6, 9, and 12 inch; Patent House Sink, Yard and Ventilation Traps, Closet Pan and Trap, Urinals, Yard Sinks and Traps, Sinks galvanized or with Iron Grating, Irrigation Valve Traps, Rainwater Traps. Garden and Greenhouse Accessories: Garden Border Tiles of various patterns, Rustic Garden Chairs, Rustic Garden Stumps, Rustic Hanging Pots, Rustic Arbour, Rustic Flower Pots and Stands, Edging, Vases, Fern Pans, Italian Flower Baskets. Flower Pots, all sizes from 1½ inch to 24 inch diameter, and from 6d per dozen upwards; also, Saucers and Seed Pans. FIRE CLAY GOODS. Equal to the best imported, and at a greater reduction in price. Common Fire Bricks, Pressed Fire Bricks, Arch Bricks, Circular or Cupola Bricks, Flue or Oven Tiles. Orders, by letter, or otherwise, will receive prompt attention. May, 1879. (971, 84, 1103, 275)
agent-row (835, 651, 965, 658)
ad-subtitle: S. PARKER, (1013, 462, 1062, 472)
agent-row (835, 657, 965, 664)
ad-west-end-house (560, 45, 690, 241)
ad-body: Families and Trade supplied. REFRESHMENT ROOM: TEA, COFFEE, ETC., ETC. FRUIT DEPOT: Choice Fruit always on hand. WAIKATO BISCUIT MANUFACTORY: Every Variety, Wholesale and Retail. (290, 579, 411, 620)
agent-town: Cambridge (834, 637, 866, 643)
list-item (560, 266, 690, 273)
ad-signature: T. H. HALL & CO., HIGH STREET & VULCAN LANE (Late Low & Motion's Store), AUCKLAND. (567, 376, 683, 411)
list-item (560, 306, 690, 313)
ad-title: NORTH BRITISH AND MERCANTILE INSURANCE COMPANY. (843, 674, 956, 702)
ad-harp (560, 539, 690, 676)
ad-title: J. M. McLACHLAN, (723, 47, 802, 57)
ad-thos-wells (148, 642, 278, 684)
ad-title: SEED BEANS, (299, 46, 402, 63)
ad-body: WINTER DRESSES, in all the Newest Materials, just opened at J. MOSES', Hamilton. (285, 171, 416, 191)
